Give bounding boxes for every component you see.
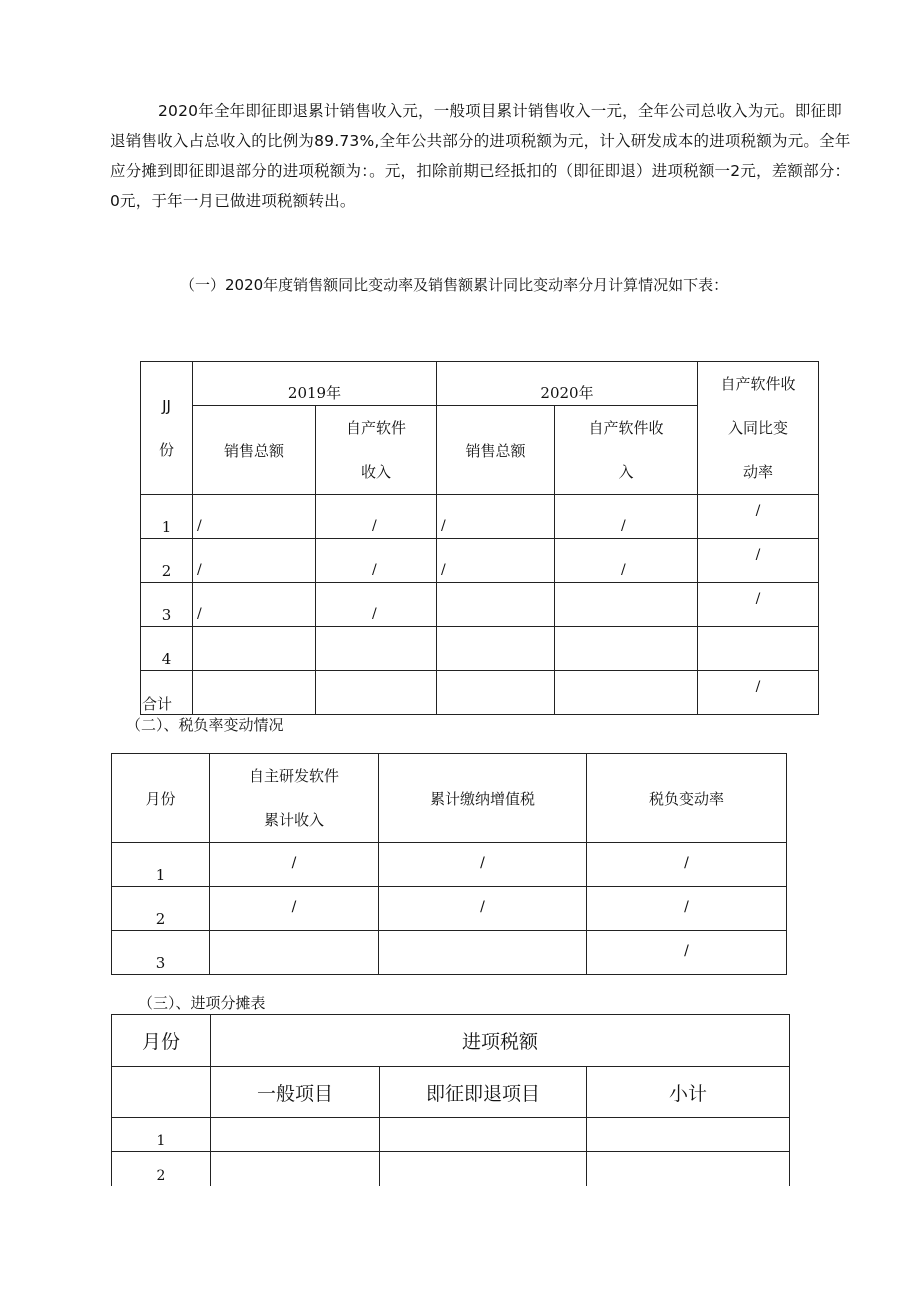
- cell: [316, 539, 437, 583]
- yoy-header: [698, 362, 819, 495]
- row-month: 2: [112, 1152, 211, 1186]
- cell: [555, 671, 698, 715]
- slash-mark: /: [755, 591, 761, 607]
- cell: [437, 539, 555, 583]
- cell: [380, 1118, 587, 1152]
- sales-total-2020-header: 销售总额: [437, 406, 555, 495]
- cell: [587, 1152, 790, 1186]
- total-label: 合计: [141, 671, 193, 715]
- cell: [698, 539, 819, 583]
- row-month: 3: [141, 583, 193, 627]
- input-allocation-table: [111, 1014, 790, 1186]
- table-row: [112, 1118, 790, 1152]
- cell: /: [587, 843, 787, 887]
- cell: [437, 583, 555, 627]
- cell: [193, 671, 316, 715]
- slash-mark: /: [441, 562, 446, 578]
- section3-title: （三）、进项分摊表: [138, 994, 266, 1012]
- cell: [379, 931, 587, 975]
- month-header-line2: 份: [158, 441, 174, 459]
- cell: [698, 495, 819, 539]
- slash-mark: /: [197, 562, 202, 578]
- income-header: [210, 754, 379, 843]
- slash-mark: /: [755, 679, 761, 695]
- cell: [555, 539, 698, 583]
- cell: [193, 539, 316, 583]
- software-income-2020-line1: 自产软件收: [588, 419, 664, 437]
- row-month: 2: [112, 887, 210, 931]
- row-month: 4: [141, 627, 193, 671]
- yoy-header-line3: 动率: [742, 463, 773, 481]
- cell: [316, 495, 437, 539]
- row-month: 2: [141, 539, 193, 583]
- subtotal-header: 小计: [587, 1067, 790, 1118]
- software-income-2020-header: [555, 406, 698, 495]
- cell: [698, 583, 819, 627]
- software-income-2019-header: [316, 406, 437, 495]
- intro-paragraph: 2020年全年即征即退累计销售收入元，一般项目累计销售收入一元，全年公司总收入为元。即征即退销售收入占总收入的比例为89.73%,全年公共部分的进项税额为元，计入研发成本的进项税额为元。全年应分摊到即征即退部分的进项税额为：。元，扣除前期已经抵扣的（即征即退）进项税额一2元，差额部分：0元，于年一月已做进项税额转出。: [110, 102, 851, 210]
- sales-change-table: [140, 361, 819, 715]
- row-month: 1: [141, 495, 193, 539]
- vat-header: 累计缴纳增值税: [379, 754, 587, 843]
- immediate-header: 即征即退项目: [380, 1067, 587, 1118]
- slash-mark: /: [621, 562, 626, 578]
- month-header-line1: JJ: [162, 397, 171, 415]
- month-header: [141, 362, 193, 495]
- slash-mark: /: [197, 606, 202, 622]
- cell: [555, 627, 698, 671]
- cell: [193, 627, 316, 671]
- table-row: [112, 887, 787, 931]
- slash-mark: /: [372, 518, 377, 534]
- cell: [211, 1118, 380, 1152]
- section2-title: （二）、税负率变动情况: [126, 716, 284, 734]
- slash-mark: /: [755, 503, 761, 519]
- table-row: [112, 843, 787, 887]
- income-header-line2: 累计收入: [263, 811, 324, 829]
- cell: [437, 627, 555, 671]
- cell: [698, 671, 819, 715]
- table-row: [112, 931, 787, 975]
- table-row: [141, 627, 819, 671]
- cell: [380, 1152, 587, 1186]
- cell: [698, 627, 819, 671]
- table-row: [141, 495, 819, 539]
- table-row: [141, 583, 819, 627]
- cell: [316, 671, 437, 715]
- row-month: 1: [112, 843, 210, 887]
- cell: /: [379, 887, 587, 931]
- rate-header: 税负变动率: [587, 754, 787, 843]
- table-row: [141, 539, 819, 583]
- cell: [437, 495, 555, 539]
- cell: /: [587, 887, 787, 931]
- slash-mark: /: [621, 518, 626, 534]
- cell: [193, 495, 316, 539]
- input-tax-header: 进项税额: [211, 1015, 790, 1067]
- slash-mark: /: [441, 518, 446, 534]
- software-income-2019-line1: 自产软件: [345, 419, 406, 437]
- month-header: 月份: [112, 754, 210, 843]
- cell: /: [210, 843, 379, 887]
- tax-burden-table: [111, 753, 787, 975]
- cell: [316, 583, 437, 627]
- software-income-2020-line2: 入: [618, 463, 634, 481]
- cell: [210, 931, 379, 975]
- yoy-header-line2: 入同比变: [727, 419, 788, 437]
- cell: [555, 583, 698, 627]
- table-row-total: [141, 671, 819, 715]
- cell: [316, 627, 437, 671]
- month-header: 月份: [112, 1015, 211, 1067]
- cell: [587, 1118, 790, 1152]
- cell: /: [587, 931, 787, 975]
- yoy-header-line1: 自产软件收: [720, 375, 796, 393]
- cell: [555, 495, 698, 539]
- row-month: 1: [112, 1118, 211, 1152]
- slash-mark: /: [372, 606, 377, 622]
- sales-total-2019-header: 销售总额: [193, 406, 316, 495]
- cell: /: [379, 843, 587, 887]
- cell: [211, 1152, 380, 1186]
- slash-mark: /: [755, 547, 761, 563]
- cell: [193, 583, 316, 627]
- slash-mark: /: [372, 562, 377, 578]
- year-2020-header: 2020年: [437, 362, 698, 406]
- general-header: 一般项目: [211, 1067, 380, 1118]
- cell: /: [210, 887, 379, 931]
- software-income-2019-line2: 收入: [360, 463, 391, 481]
- year-2019-header: 2019年: [193, 362, 437, 406]
- income-header-line1: 自主研发软件: [248, 767, 339, 785]
- cell: [112, 1067, 211, 1118]
- cell: [437, 671, 555, 715]
- table-row: [112, 1152, 790, 1186]
- slash-mark: /: [197, 518, 202, 534]
- section1-title: （一）2020年度销售额同比变动率及销售额累计同比变动率分月计算情况如下表：: [180, 276, 729, 294]
- row-month: 3: [112, 931, 210, 975]
